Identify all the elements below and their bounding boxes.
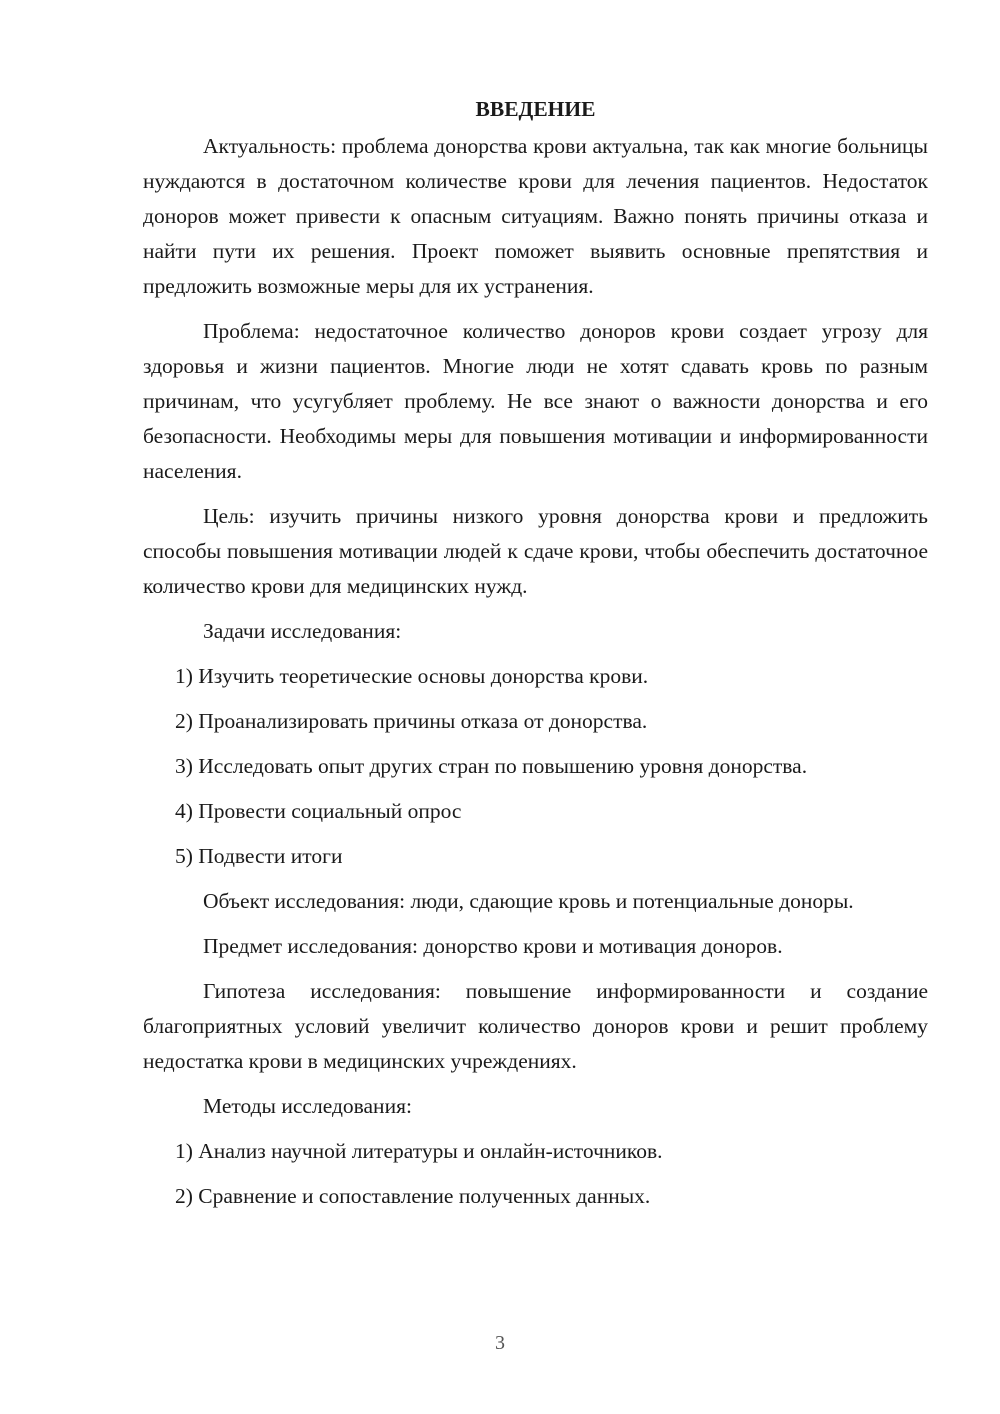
task-item: 5) Подвести итоги [175,844,343,868]
task-item: 4) Провести социальный опрос [175,799,462,823]
task-item: 1) Изучить теоретические основы донорства крови. [175,664,649,688]
goal-paragraph: Цель: изучить причины низкого уровня донорства крови и предложить способы повышения мотивации людей к сдаче крови, чтобы обеспечить достаточное количество крови для медицинских нужд. [143,504,928,598]
method-item: 1) Анализ научной литературы и онлайн-источников. [175,1139,663,1163]
subject-paragraph: Предмет исследования: донорство крови и мотивация доноров. [203,934,783,958]
task-item: 3) Исследовать опыт других стран по повышению уровня донорства. [175,754,808,778]
methods-intro: Методы исследования: [203,1094,412,1118]
problem-paragraph: Проблема: недостаточное количество доноров крови создает угрозу для здоровья и жизни пациентов. Многие люди не хотят сдавать кровь по разным причинам, что усугубляет проблему. Не все знают о важности донорства и его безопасности. Необходимы меры для повышения мотивации и информированности населения. [143,319,928,483]
document-page [143,92,928,1224]
section-heading: ВВЕДЕНИЕ [475,97,596,121]
task-item: 2) Проанализировать причины отказа от донорства. [175,709,648,733]
method-item: 2) Сравнение и сопоставление полученных данных. [175,1184,651,1208]
object-paragraph: Объект исследования: люди, сдающие кровь и потенциальные доноры. [203,889,854,913]
tasks-intro: Задачи исследования: [203,619,402,643]
hypothesis-paragraph: Гипотеза исследования: повышение информированности и создание благоприятных условий увеличит количество доноров крови и решит проблему недостатка крови в медицинских учреждениях. [143,979,928,1073]
page-number: 3 [495,1332,505,1354]
relevance-paragraph: Актуальность: проблема донорства крови актуальна, так как многие больницы нуждаются в достаточном количестве крови для лечения пациентов. Недостаток доноров может привести к опасным ситуациям. Важно понять причины отказа и найти пути их решения. Проект поможет выявить основные препятствия и предложить возможные меры для их устранения. [143,134,928,298]
